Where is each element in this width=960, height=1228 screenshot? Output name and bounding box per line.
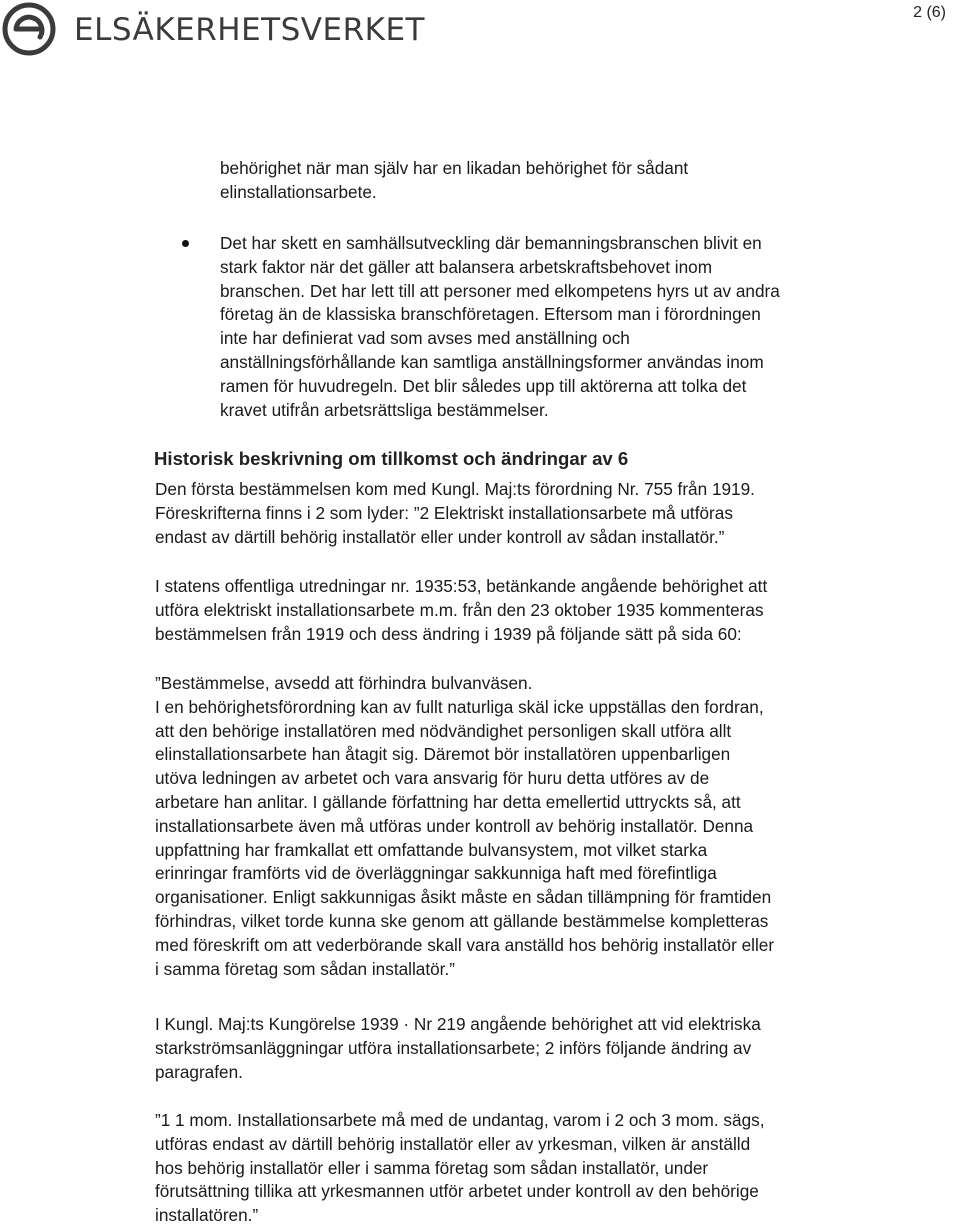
paragraph-2	[155, 575, 767, 646]
text-line: endast av därtill behörig installatör eller under kontroll av sådan installatör.”	[155, 526, 725, 547]
text-line: kravet utifrån arbetsrättsliga bestämmelser.	[220, 399, 549, 420]
text-line: starkströmsanläggningar utföra installationsarbete; 2 införs följande ändring av	[155, 1037, 752, 1058]
text-line: anställningsförhållande kan samtliga anställningsformer användas inom	[220, 351, 764, 372]
text-line: erinringar framförts vid de överläggningar sakkunniga haft med förefintliga	[155, 863, 717, 884]
text-line: hos behörig installatör eller i samma företag som sådan installatör, under	[155, 1157, 709, 1178]
elsakerhetsverket-logo-icon	[2, 2, 62, 56]
text-line: I en behörighetsförordning kan av fullt naturliga skäl icke uppställas den fordran,	[155, 696, 764, 717]
text-line: organisationer. Enligt sakkunnigas åsikt måste en sådan tillämpning för framtiden	[155, 887, 772, 908]
text-line: att den behörige installatören med nödvändighet personligen skall utföra allt	[155, 720, 732, 741]
text-line: Det har skett en samhällsutveckling där bemanningsbranschen blivit en	[220, 233, 762, 253]
text-line: förhindras, vilket torde kunna ske genom att gällande bestämmelse kompletteras	[155, 910, 769, 931]
text-line: branschen. Det har lett till att personer med elkompetens hyrs ut av andra	[220, 280, 780, 301]
text-line: behörighet när man själv har en likadan behörighet för sådant	[220, 158, 689, 178]
bullet-continuation	[220, 157, 688, 205]
text-line: förutsättning tillika att yrkesmannen utför arbetet under kontroll av den behörige	[155, 1181, 759, 1202]
text-line: utföra elektriskt installationsarbete m.m. från den 23 oktober 1935 kommenteras	[155, 599, 764, 620]
brand-name: ELSÄKERHETSVERKET	[74, 12, 425, 48]
text-line: ramen för huvudregeln. Det blir således upp till aktörerna att tolka det	[220, 375, 747, 396]
text-line: i samma företag som sådan installatör.”	[155, 958, 455, 979]
page-number: 2 (6)	[913, 4, 946, 21]
bullet-icon	[182, 240, 189, 247]
text-line: paragrafen.	[155, 1061, 243, 1082]
text-line: I statens offentliga utredningar nr. 1935:53, betänkande angående behörighet att	[155, 576, 768, 596]
text-line: Föreskrifterna finns i 2 som lyder: ”2 Elektriskt installationsarbete må utföras	[155, 502, 733, 523]
text-line: installationsarbete även må utföras under kontroll av behörig installatör. Denna	[155, 815, 754, 836]
paragraph-5-quote	[155, 1109, 765, 1228]
text-line: arbetare han anlitar. I gällande författning har detta emellertid uttryckts så, att	[155, 791, 741, 812]
text-line: med föreskrift om att vederbörande skall vara anställd hos behörig installatör eller	[155, 934, 775, 955]
paragraph-3-quote	[155, 672, 774, 981]
text-line: uppfattning har framkallat ett omfattande bulvansystem, mot vilket starka	[155, 839, 708, 860]
paragraph-1	[155, 478, 755, 549]
text-line: företag än de klassiska branschföretagen. Eftersom man i förordningen	[220, 304, 761, 325]
paragraph-4	[155, 1013, 761, 1084]
text-line: inte har definierat vad som avses med anställning och	[220, 328, 630, 349]
text-line: bestämmelsen från 1919 och dess ändring i 1939 på följande sätt på sida 60:	[155, 623, 742, 644]
text-line: installatören.”	[155, 1205, 259, 1226]
text-line: ”Bestämmelse, avsedd att förhindra bulvanväsen.	[155, 673, 533, 693]
text-line: elinstallationsarbete han åtagit sig. Däremot bör installatören uppenbarligen	[155, 744, 731, 765]
bullet-item	[220, 232, 780, 422]
section-heading: Historisk beskrivning om tillkomst och ändringar av 6	[154, 448, 629, 469]
text-line: stark faktor när det gäller att balansera arbetskraftsbehovet inom	[220, 256, 713, 277]
text-line: I Kungl. Maj:ts Kungörelse 1939 · Nr 219 angående behörighet att vid elektriska	[155, 1014, 761, 1034]
text-line: elinstallationsarbete.	[220, 181, 377, 202]
text-line: Den första bestämmelsen kom med Kungl. Maj:ts förordning Nr. 755 från 1919.	[155, 479, 755, 499]
text-line: utöva ledningen av arbetet och vara ansvarig för huru detta utföres av de	[155, 768, 710, 789]
text-line: utföras endast av därtill behörig installatör eller av yrkesman, vilken är anställd	[155, 1133, 751, 1154]
page-header	[0, 0, 960, 60]
text-line: ”1 1 mom. Installationsarbete må med de undantag, varom i 2 och 3 mom. sägs,	[155, 1110, 765, 1130]
